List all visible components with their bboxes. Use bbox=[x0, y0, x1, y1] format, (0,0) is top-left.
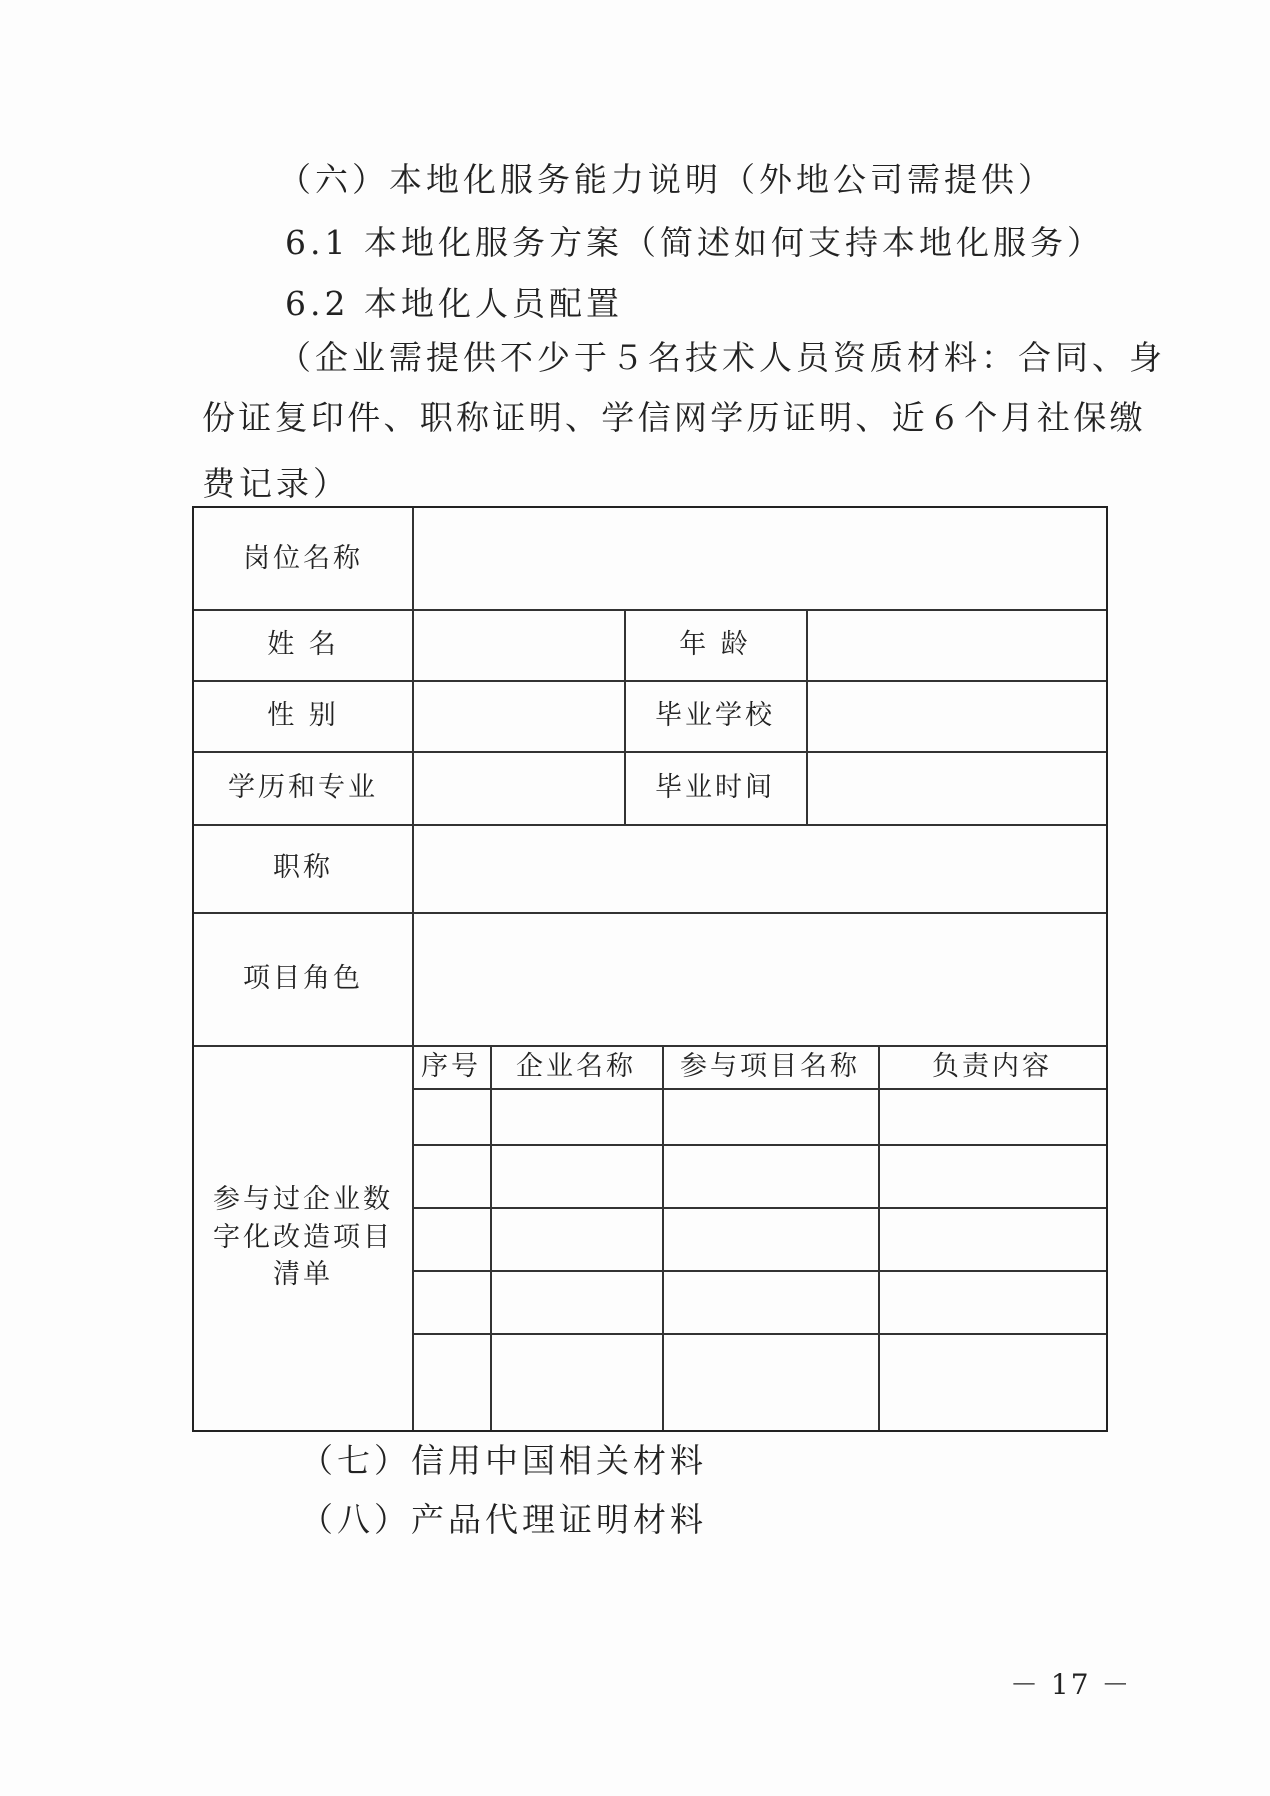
projects-label: 参与过企业数字化改造项目清单 bbox=[213, 1183, 393, 1291]
table-rule bbox=[490, 1045, 492, 1430]
staff-form-table bbox=[192, 506, 1108, 1432]
school-label: 毕业学校 bbox=[655, 699, 775, 731]
age-label: 年 龄 bbox=[679, 628, 751, 660]
item-6-1: 6.1 本地化服务方案（简述如何支持本地化服务） bbox=[285, 223, 1104, 262]
table-rule bbox=[806, 609, 808, 824]
education-label: 学历和专业 bbox=[228, 771, 378, 803]
name-label: 姓 名 bbox=[267, 628, 339, 660]
table-rule bbox=[412, 1270, 1106, 1272]
note-line-1: （企业需提供不少于５名技术人员资质材料：合同、身 bbox=[278, 338, 1166, 377]
grad-time-label: 毕业时间 bbox=[655, 771, 775, 803]
title-label: 职称 bbox=[273, 852, 333, 884]
table-rule bbox=[878, 1045, 880, 1430]
section-7-heading: （七）信用中国相关材料 bbox=[300, 1441, 707, 1480]
page-number: － 17 － bbox=[1010, 1668, 1132, 1701]
section-6-heading: （六）本地化服务能力说明（外地公司需提供） bbox=[278, 160, 1055, 199]
col-header-company: 企业名称 bbox=[516, 1050, 636, 1082]
table-rule bbox=[412, 1207, 1106, 1209]
note-line-3: 费记录） bbox=[202, 464, 350, 503]
item-6-2: 6.2 本地化人员配置 bbox=[285, 284, 623, 323]
table-rule bbox=[662, 1045, 664, 1430]
section-8-heading: （八）产品代理证明材料 bbox=[300, 1500, 707, 1539]
table-rule bbox=[412, 1333, 1106, 1335]
position-label: 岗位名称 bbox=[243, 542, 363, 574]
role-label: 项目角色 bbox=[243, 962, 363, 994]
table-rule bbox=[412, 1088, 1106, 1090]
gender-label: 性 别 bbox=[267, 699, 339, 731]
table-rule bbox=[412, 508, 414, 1430]
col-header-duty: 负责内容 bbox=[932, 1050, 1052, 1082]
col-header-index: 序号 bbox=[421, 1050, 481, 1082]
col-header-project: 参与项目名称 bbox=[680, 1050, 860, 1082]
note-line-2: 份证复印件、职称证明、学信网学历证明、近６个月社保缴 bbox=[202, 398, 1146, 437]
table-rule bbox=[412, 1144, 1106, 1146]
